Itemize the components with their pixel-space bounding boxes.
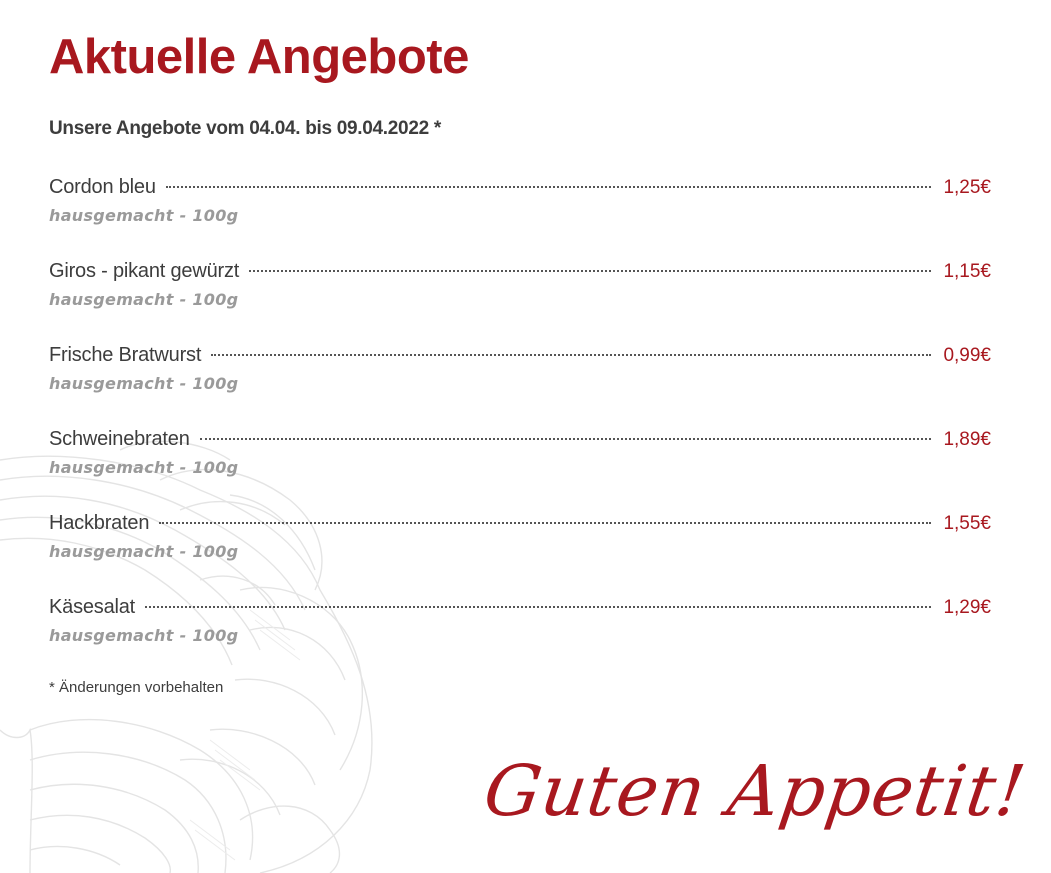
item-description: hausgemacht - 100g bbox=[49, 206, 239, 225]
item-price: 0,99€ bbox=[943, 345, 991, 366]
list-item bbox=[49, 596, 991, 680]
item-description: hausgemacht - 100g bbox=[49, 542, 239, 561]
item-row bbox=[49, 260, 991, 288]
item-name: Frische Bratwurst bbox=[49, 344, 202, 366]
list-item bbox=[49, 260, 991, 344]
dotted-leader bbox=[159, 522, 931, 524]
offers-list bbox=[49, 176, 991, 680]
item-row bbox=[49, 428, 991, 456]
item-row bbox=[49, 176, 991, 204]
page-title: Aktuelle Angebote bbox=[49, 30, 469, 84]
item-name: Cordon bleu bbox=[49, 176, 156, 198]
offer-period: Unsere Angebote vom 04.04. bis 09.04.2022 * bbox=[49, 118, 441, 139]
dotted-leader bbox=[145, 606, 931, 608]
item-name: Käsesalat bbox=[49, 596, 136, 618]
list-item bbox=[49, 176, 991, 260]
item-price: 1,55€ bbox=[943, 513, 991, 534]
list-item bbox=[49, 512, 991, 596]
item-name: Giros - pikant gewürzt bbox=[49, 260, 240, 282]
list-item bbox=[49, 344, 991, 428]
list-item bbox=[49, 428, 991, 512]
dotted-leader bbox=[249, 270, 931, 272]
item-description: hausgemacht - 100g bbox=[49, 374, 239, 393]
item-price: 1,89€ bbox=[943, 429, 991, 450]
item-row bbox=[49, 596, 991, 624]
footnote: * Änderungen vorbehalten bbox=[49, 679, 224, 696]
item-name: Schweinebraten bbox=[49, 428, 190, 450]
dotted-leader bbox=[200, 438, 932, 440]
item-name: Hackbraten bbox=[49, 512, 150, 534]
item-price: 1,29€ bbox=[943, 597, 991, 618]
dotted-leader bbox=[211, 354, 931, 356]
item-description: hausgemacht - 100g bbox=[49, 458, 239, 477]
item-row bbox=[49, 344, 991, 372]
item-price: 1,25€ bbox=[943, 177, 991, 198]
item-row bbox=[49, 512, 991, 540]
signature-text: Guten Appetit! bbox=[478, 750, 1031, 832]
item-price: 1,15€ bbox=[943, 261, 991, 282]
dotted-leader bbox=[166, 186, 932, 188]
item-description: hausgemacht - 100g bbox=[49, 290, 239, 309]
item-description: hausgemacht - 100g bbox=[49, 626, 239, 645]
